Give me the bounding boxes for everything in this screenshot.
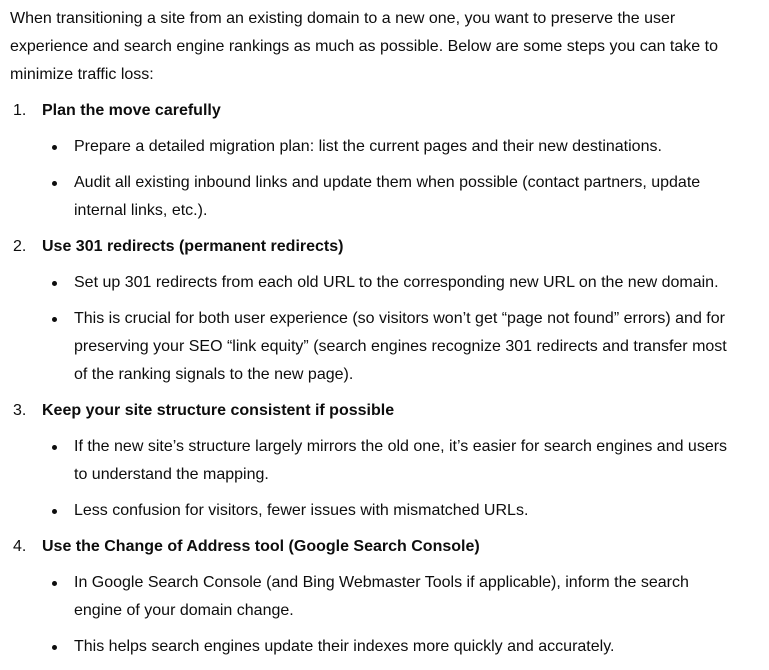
step-number: 1. xyxy=(13,102,27,119)
bullet-dot-icon xyxy=(52,509,57,514)
bullet-item xyxy=(42,497,739,525)
steps-list xyxy=(10,97,739,661)
intro-paragraph: When transitioning a site from an existing domain to a new one, you want to preserve the user experience and search engine rankings as much as possible. Below are some steps you can take to minimize traffic loss: xyxy=(10,10,718,83)
bullet-text: This is crucial for both user experience (so visitors won’t get “page not found” errors) and for preserving your SEO “link equity” (search engines recognize 301 redirects and transfer most of the ranking signals to the new page). xyxy=(74,310,727,383)
bullet-list xyxy=(42,433,739,525)
bullet-item xyxy=(42,569,739,625)
bullet-item xyxy=(42,269,739,297)
bullet-list xyxy=(42,133,739,225)
bullet-dot-icon xyxy=(52,145,57,150)
bullet-text: Audit all existing inbound links and update them when possible (contact partners, update internal links, etc.). xyxy=(74,174,701,219)
step-number: 4. xyxy=(13,538,27,555)
step-number: 3. xyxy=(13,402,27,419)
bullet-text: This helps search engines update their indexes more quickly and accurately. xyxy=(74,638,615,655)
bullet-dot-icon xyxy=(52,445,57,450)
bullet-text: In Google Search Console (and Bing Webmaster Tools if applicable), inform the search engine of your domain change. xyxy=(74,574,689,619)
bullet-text: If the new site’s structure largely mirrors the old one, it’s easier for search engines and users to understand the mapping. xyxy=(74,438,728,483)
step-item xyxy=(10,233,739,389)
step-item xyxy=(10,533,739,661)
bullet-text: Prepare a detailed migration plan: list the current pages and their new destinations. xyxy=(74,138,662,155)
bullet-dot-icon xyxy=(52,645,57,650)
bullet-item xyxy=(42,133,739,161)
bullet-list xyxy=(42,269,739,389)
bullet-dot-icon xyxy=(52,581,57,586)
bullet-text: Less confusion for visitors, fewer issues with mismatched URLs. xyxy=(74,502,529,519)
bullet-dot-icon xyxy=(52,317,57,322)
bullet-text: Set up 301 redirects from each old URL to the corresponding new URL on the new domain. xyxy=(74,274,719,291)
bullet-list xyxy=(42,569,739,661)
step-item xyxy=(10,97,739,225)
bullet-dot-icon xyxy=(52,281,57,286)
bullet-item xyxy=(42,633,739,661)
bullet-item xyxy=(42,169,739,225)
step-title: Plan the move carefully xyxy=(42,102,221,119)
step-title: Use 301 redirects (permanent redirects) xyxy=(42,238,344,255)
bullet-item xyxy=(42,433,739,489)
step-title: Keep your site structure consistent if possible xyxy=(42,402,395,419)
bullet-item xyxy=(42,305,739,389)
step-number: 2. xyxy=(13,238,27,255)
bullet-dot-icon xyxy=(52,181,57,186)
step-title: Use the Change of Address tool (Google Search Console) xyxy=(42,538,480,555)
step-item xyxy=(10,397,739,525)
